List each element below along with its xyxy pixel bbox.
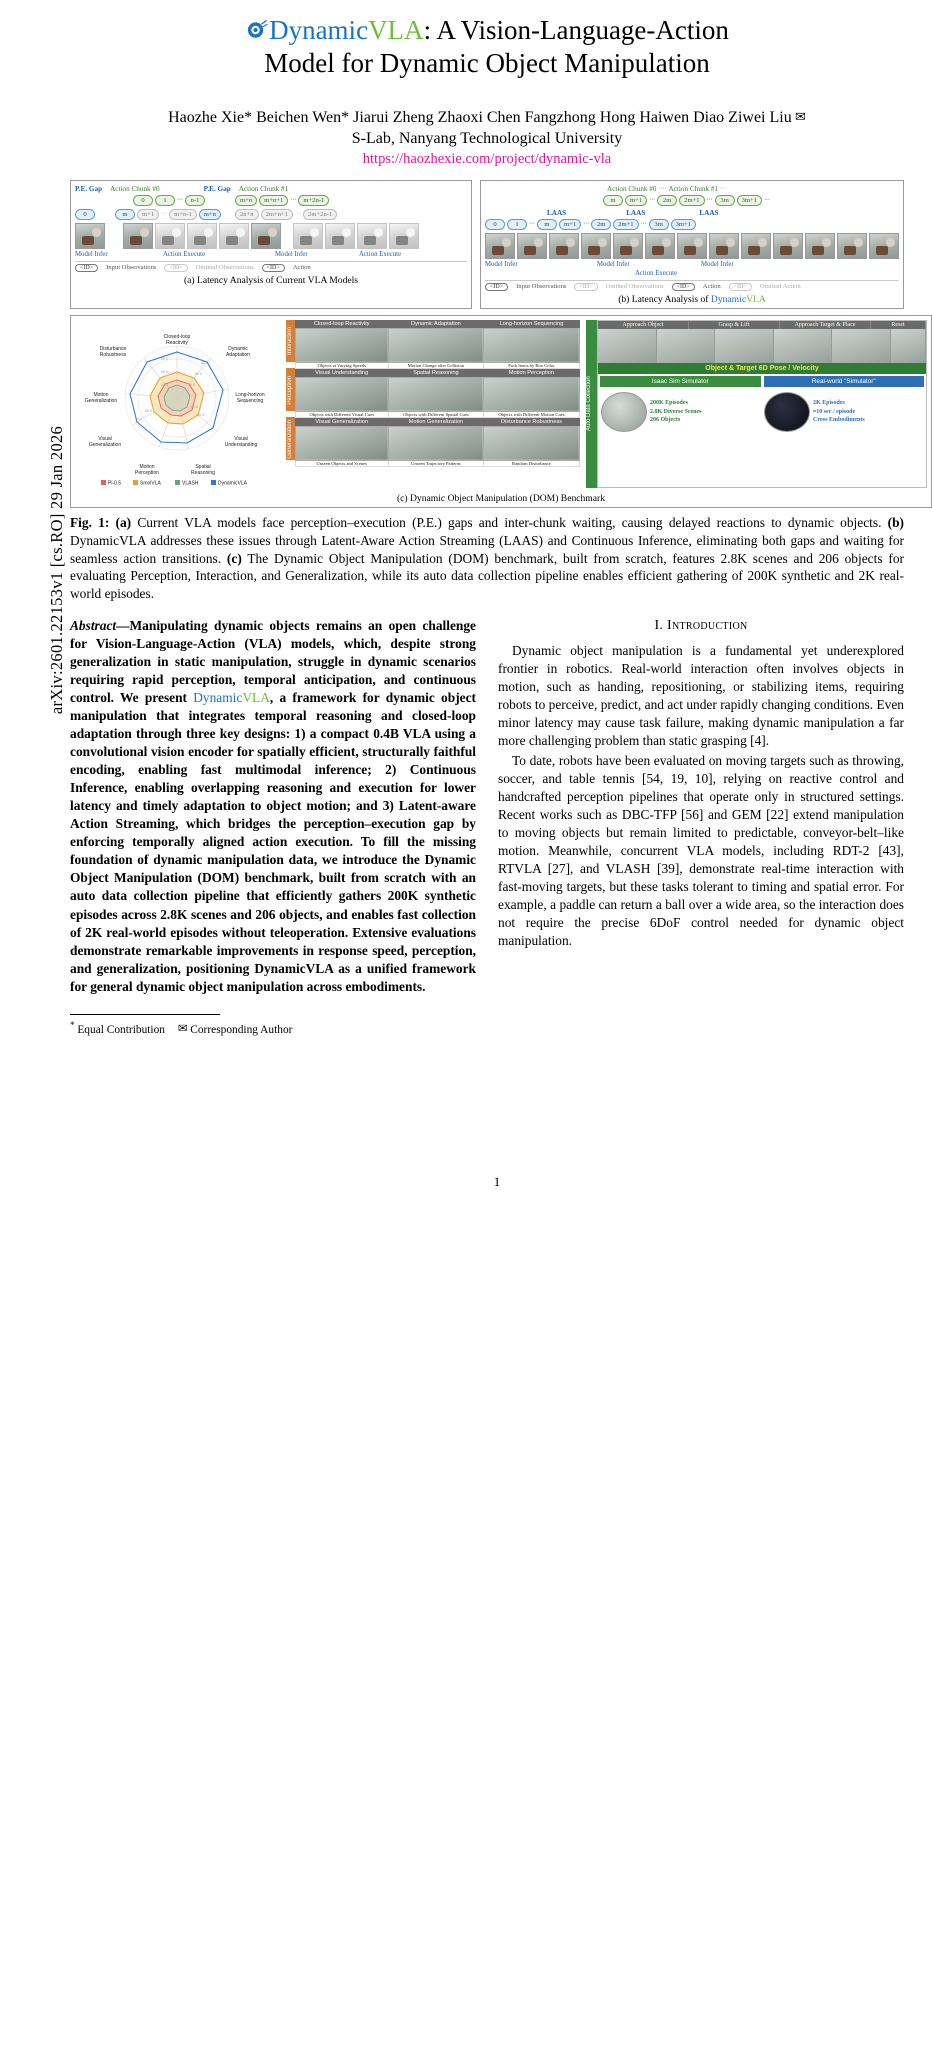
svg-text:Reasoning: Reasoning xyxy=(191,469,215,476)
pose-velocity-banner: Object & Target 6D Pose / Velocity xyxy=(598,363,926,374)
abstract-part1: Manipulating dynamic objects remains an open challenge for Vision-Language-Action (VLA) models, which, despite strong generalization in static manipulation, struggle in dynamic scenarios requiring rapid perception, temporal anticipation, and continuous control. We present xyxy=(70,618,476,706)
observation-thumb xyxy=(613,233,643,259)
panel-b-blue-node: 2m+1 xyxy=(613,219,638,230)
abstract-dash: — xyxy=(116,618,130,634)
realworld-preview-thumb xyxy=(764,392,810,432)
footnote xyxy=(70,1010,476,1038)
panel-b-blue-node: 0 xyxy=(485,219,505,230)
abstract-part2: , a framework for dynamic object manipulation that integrates temporal reasoning and closed-loop adaptation through three key designs: 1) a compact 0.4B VLA using a convolutional vision encoder for spatially efficient, structurally faithful encoding, enabling fast multimodal inference; 2) Continuous Inference, enabling overlapping reasoning and execution for lower latency and timely adaptation to object motion; and 3) Latent-aware Action Streaming, which bridges the perception–execution gap by enforcing temporally aligned action execution. To fill the missing foundation of dynamic manipulation data, we introduce the Dynamic Object Manipulation (DOM) benchmark, built from scratch with an auto data collection pipeline that efficiently gathers 200K synthetic episodes across 2.8K scenes and 206 objects, and enables fast collection of 2K real-world episodes without teleoperation. Extensive evaluations demonstrate remarkable improvements in response speed, perception, and generalization, positioning DynamicVLA as a unified framework for general dynamic object manipulation across embodiments. xyxy=(70,690,476,994)
pipeline-frame xyxy=(832,329,891,363)
panel-b-execute-row xyxy=(485,270,899,277)
cell-title: Motion Perception xyxy=(483,368,579,377)
footnote-corresponding-author: Corresponding Author xyxy=(187,1023,293,1036)
panel-a-green-node: 1 xyxy=(155,195,175,206)
svg-text:60.0: 60.0 xyxy=(191,404,198,409)
simulator-row xyxy=(598,374,926,389)
task-thumbnail xyxy=(295,377,388,411)
panel-b-caption-pre: (b) Latency Analysis of xyxy=(618,293,711,305)
panel-b-green-node: 2m xyxy=(657,195,677,206)
legend-tag: <ID> xyxy=(574,283,597,291)
stage-label: Grasp & Lift xyxy=(689,321,780,329)
stat-value: Cross Embodiments xyxy=(813,417,865,424)
stage-label: Approach Target & Place xyxy=(780,321,871,329)
pipeline-frame xyxy=(715,329,774,363)
cell-caption: Random Disturbance xyxy=(483,460,579,466)
project-url-link[interactable]: https://haozhexie.com/project/dynamic-vla xyxy=(362,150,612,167)
pipeline-frame xyxy=(891,329,927,363)
svg-text:40.0: 40.0 xyxy=(135,416,142,421)
svg-text:40.0: 40.0 xyxy=(197,412,204,417)
panel-a-green-node: m+2n-1 xyxy=(298,195,329,206)
svg-text:80.0: 80.0 xyxy=(201,360,208,365)
footnote-envelope-icon: ✉ xyxy=(177,1023,188,1036)
svg-text:Perception: Perception xyxy=(135,469,159,476)
panel-a-phase: Action Execute xyxy=(163,250,206,258)
figure-caption-b-text: DynamicVLA addresses these issues through Latent-Aware Action Streaming (LAAS) and Continuous Inference, eliminating both gaps and waiting for seamless action transitions. xyxy=(70,532,904,566)
panel-b-green-node: 2m+1 xyxy=(679,195,704,206)
footnote-star: * xyxy=(70,1019,75,1030)
paper-page xyxy=(62,0,932,1200)
panel-a-chunk1-label: Action Chunk #1 xyxy=(238,184,289,193)
figure-panel-b: Action Chunk #0 ···· Action Chunk #1 ··· m m+1 ··· 2m 2m+1 ··· 3m 3m+1 ··· LAAS LAAS LAAS 0 1 ··· m m+1 ··· 2m 2m+1 ··· 3m 3m+1 Model Infer Model Infer Model Infer Action Execute <ID> Input Observations <ID> Omitted Observations <ID> Action <ID> Omitted Action (b) Latency Analysis of DynamicVLA xyxy=(480,180,904,309)
legend-label: Omitted Observations xyxy=(195,264,254,272)
panel-a-phase: Model Infer xyxy=(75,250,108,258)
cell-title: Spatial Reasoning xyxy=(388,368,483,377)
page-number: 1 xyxy=(493,1174,501,1189)
panel-a-grey-node: 2m+2n-1 xyxy=(303,209,337,220)
task-thumbnail xyxy=(483,377,579,411)
realworld-sim-label: Real-world "Simulator" xyxy=(764,376,925,387)
cell-title: Long-horizon Sequencing xyxy=(483,320,579,329)
svg-text:Pi-0.5: Pi-0.5 xyxy=(108,480,122,487)
observation-thumb xyxy=(75,223,105,249)
panel-b-chunk1-label: Action Chunk #1 xyxy=(668,184,719,193)
panel-b-green-node: m xyxy=(603,195,623,206)
pipeline-stage-header xyxy=(598,321,926,329)
abstract xyxy=(70,617,476,996)
observation-thumb xyxy=(581,233,611,259)
observation-thumb xyxy=(805,233,835,259)
task-thumbnail xyxy=(388,328,483,362)
panel-b-chunk0-label: Action Chunk #0 xyxy=(607,184,657,193)
legend-label: Omitted Observations xyxy=(605,283,664,291)
panel-b-green-node: 3m xyxy=(715,195,735,206)
author-list xyxy=(70,106,904,130)
panel-b-observation-strip xyxy=(485,233,899,259)
cell-title: Dynamic Adaptation xyxy=(388,320,483,329)
pipeline-frame xyxy=(657,329,716,363)
figure-panel-a: P.E. Gap Action Chunk #0 P.E. Gap Action Chunk #1 0 1 ··· n-1 m+n m+n+1 ··· m+2n-1 0 m m+1 ··· m+n-1 m+n 2n+n 2m+n+1 ··· 2m+2n-1 Model Infer Action Execute Model Infer Action Execute <ID> Input Observations <ID> Omitted Observations <ID> Action (a) Latency Analysis of Current VLA Models xyxy=(70,180,472,309)
task-thumbnail xyxy=(483,328,579,362)
page-title xyxy=(70,14,904,80)
panel-b-blue-node: 3m xyxy=(649,219,669,230)
observation-thumb xyxy=(837,233,867,259)
footnote-rule xyxy=(70,1014,220,1015)
svg-text:60.0: 60.0 xyxy=(145,408,152,413)
observation-thumb xyxy=(517,233,547,259)
cell-title: Closed-loop Reactivity xyxy=(295,320,388,329)
stat-value: 206 Objects xyxy=(650,417,681,424)
panel-b-legend xyxy=(485,280,899,291)
panel-b-laas-label: LAAS xyxy=(547,208,567,217)
panel-a-phase: Action Execute xyxy=(359,250,402,258)
svg-text:Visual: Visual xyxy=(98,435,112,442)
group-label-interaction: Interaction xyxy=(286,320,295,363)
observation-thumb xyxy=(357,223,387,249)
panel-a-green-node: 0 xyxy=(133,195,153,206)
observation-thumb xyxy=(187,223,217,249)
panel-a-green-node: m+n xyxy=(235,195,257,206)
abstract-label: Abstract xyxy=(70,618,117,634)
abstract-brand-dynamic: Dynamic xyxy=(193,690,243,706)
column-right xyxy=(498,617,904,1038)
data-collection-panel xyxy=(597,320,927,488)
cell-caption: Objects at Varying Speeds xyxy=(295,362,388,368)
legend-tag: <ID> xyxy=(75,264,98,272)
svg-text:Visual: Visual xyxy=(234,435,248,442)
observation-thumb xyxy=(773,233,803,259)
panel-b-phase: Model Infer xyxy=(485,260,518,268)
legend-label: Omitted Action xyxy=(759,283,801,291)
group-label-perception: Perception xyxy=(286,368,295,411)
pipeline-frame xyxy=(598,329,657,363)
observation-thumb xyxy=(677,233,707,259)
panel-b-blue-node: 3m+1 xyxy=(671,219,696,230)
svg-text:Generalization: Generalization xyxy=(88,441,122,448)
observation-thumb xyxy=(485,233,515,259)
svg-text:Robustness: Robustness xyxy=(99,351,127,358)
panel-a-phase: Model Infer xyxy=(275,250,308,258)
task-thumbnail xyxy=(295,426,388,460)
figure-caption-a-label: (a) xyxy=(115,514,132,530)
title-brand-dynamic: Dynamic xyxy=(269,15,369,45)
panel-a-legend xyxy=(75,261,467,272)
panel-a-blue-node: m xyxy=(115,209,135,220)
section-heading-introduction: I. Introduction xyxy=(654,618,748,634)
svg-text:60.0: 60.0 xyxy=(161,369,168,374)
title-brand-vla: VLA xyxy=(368,15,424,45)
legend-tag: <ID> xyxy=(485,283,508,291)
intro-paragraph-1: Dynamic object manipulation is a fundamental yet underexplored frontier in robotics. Real-world interaction often involves objects in motion, such as handing, repositioning, or stabilizing items, requiring robots to perceive, predict, and act under rapidly changing conditions. Even minor latency may cause task failure, making dynamic manipulation a far more challenging problem than static grasping [4]. xyxy=(498,642,904,748)
cell-caption: Unseen Trajectory Patterns xyxy=(388,460,483,466)
task-thumbnail xyxy=(483,426,579,460)
svg-text:Generalization: Generalization xyxy=(84,397,118,404)
legend-label: Action xyxy=(292,264,311,272)
panel-b-blue-node: m+1 xyxy=(559,219,581,230)
observation-thumb xyxy=(293,223,323,249)
title-line2: Model for Dynamic Object Manipulation xyxy=(264,47,710,78)
panel-b-green-node: 3m+1 xyxy=(737,195,762,206)
legend-label: Input Observations xyxy=(516,283,567,291)
figure-caption-c-text: The Dynamic Object Manipulation (DOM) benchmark, built from scratch, features 2.8K scenes and 206 objects for evaluating Perception, Interaction, and Generalization, while its auto data collection pipeline enables efficient gathering of 200K synthetic and 2K real-world episodes. xyxy=(70,550,904,602)
stat-value: 2.8K Diverse Scenes xyxy=(650,408,702,415)
panel-a-blue-node: 0 xyxy=(75,209,95,220)
observation-thumb xyxy=(155,223,185,249)
abstract-brand-vla: VLA xyxy=(242,690,270,706)
panel-b-phase: Action Execute xyxy=(635,269,678,277)
panel-b-caption-brand-vla: VLA xyxy=(746,293,766,305)
observation-thumb xyxy=(645,233,675,259)
benchmark-task-matrix xyxy=(286,320,580,488)
svg-text:DynamicVLA: DynamicVLA xyxy=(218,480,247,487)
cell-title: Visual Generalization xyxy=(295,417,388,426)
affiliation: S-Lab, Nanyang Technological University xyxy=(351,129,623,147)
cell-caption: Objects with Different Visual Cues xyxy=(295,411,388,417)
figure-1 xyxy=(70,180,904,603)
author-names: Haozhe Xie* Beichen Wen* Jiarui Zheng Zhaoxi Chen Fangzhong Hong Haiwen Diao Ziwei Liu xyxy=(168,108,792,126)
stat-value: 200K Episodes xyxy=(650,399,688,406)
panel-a-caption: (a) Latency Analysis of Current VLA Models xyxy=(183,274,359,286)
observation-thumb xyxy=(251,223,281,249)
svg-text:Sequencing: Sequencing xyxy=(236,397,264,404)
panel-a-green-node: m+n+1 xyxy=(259,195,288,206)
legend-tag: <ID> xyxy=(672,283,695,291)
panel-c-caption: (c) Dynamic Object Manipulation (DOM) Benchmark xyxy=(396,492,606,504)
legend-tag: <ID> xyxy=(729,283,752,291)
cell-caption: Objects with Different Spatial Cues xyxy=(388,411,483,417)
pipeline-frames xyxy=(598,329,926,363)
intro-paragraph-2: To date, robots have been evaluated on moving targets such as throwing, soccer, and table tennis [54, 19, 10], relying on reactive control and handcrafted perception pipelines that operate only in structured settings. Recent works such as DBC-TFP [56] and GEM [22] extend manipulation to moving objects but remain limited to predictable, conveyor-belt–like motion. Meanwhile, concurrent VLA models, including RDT-2 [43], RTVLA [27], and VLASH [39], demonstrate real-time interaction with fast-moving targets, but these tasks tolerant to timing and spatial error. For example, a paddle can return a ball over a wide area, so the interaction does not require the precise 6DoF control needed for dynamic object manipulation. xyxy=(498,753,904,949)
panel-a-pe-gap-1: P.E. Gap xyxy=(75,184,103,193)
panel-a-green-node: n-1 xyxy=(185,195,205,206)
task-thumbnail xyxy=(388,426,483,460)
svg-text:Motion: Motion xyxy=(139,463,155,470)
svg-text:Disturbance: Disturbance xyxy=(99,345,127,352)
observation-thumb xyxy=(325,223,355,249)
panel-b-blue-node: 1 xyxy=(507,219,527,230)
svg-text:VLASH: VLASH xyxy=(182,480,199,487)
arxiv-stamp: arXiv:2601.22153v1 [cs.RO] 29 Jan 2026 xyxy=(47,425,66,715)
svg-text:Motion: Motion xyxy=(93,391,109,398)
panel-b-caption-brand-dynamic: Dynamic xyxy=(710,293,747,305)
panel-b-blue-node: m xyxy=(537,219,557,230)
observation-thumb xyxy=(123,223,153,249)
stat-value: 2K Episodes xyxy=(813,399,845,406)
panel-b-phase: Model Infer xyxy=(597,260,630,268)
svg-text:Closed-loop: Closed-loop xyxy=(163,333,191,340)
svg-text:60.0: 60.0 xyxy=(195,371,202,376)
svg-text:80.0: 80.0 xyxy=(161,356,168,361)
corresponding-envelope-icon: ✉ xyxy=(791,108,806,124)
svg-text:Dynamic: Dynamic xyxy=(228,345,248,352)
panel-b-blue-node: 2m xyxy=(591,219,611,230)
title-rest: : A Vision-Language-Action xyxy=(423,15,729,45)
cell-title: Motion Generalization xyxy=(388,417,483,426)
svg-text:SmolVLA: SmolVLA xyxy=(140,480,161,487)
panel-a-blue-node: m+n xyxy=(199,209,221,220)
cell-title: Disturbance Robustness xyxy=(483,417,579,426)
panel-b-phase: Model Infer xyxy=(701,260,734,268)
observation-thumb xyxy=(869,233,899,259)
stat-value: ≈10 sec / episode xyxy=(813,408,856,415)
footnote-equal-contribution: Equal Contribution xyxy=(74,1023,165,1036)
auto-data-collection-label: Auto Data Collection xyxy=(586,320,597,488)
panel-a-chunk0-label: Action Chunk #0 xyxy=(110,184,160,193)
observation-thumb xyxy=(741,233,771,259)
svg-text:Spatial: Spatial xyxy=(195,463,211,470)
svg-text:40.0: 40.0 xyxy=(188,382,195,387)
panel-a-grey-node: m+n-1 xyxy=(169,209,197,220)
radar-chart xyxy=(75,320,280,488)
cell-caption: Objects with Different Motion Cues xyxy=(483,411,579,417)
figure-caption-c-label: (c) xyxy=(226,550,242,566)
figure-caption-label: Fig. 1: xyxy=(70,514,110,530)
task-thumbnail xyxy=(388,377,483,411)
panel-a-phase-row xyxy=(75,251,467,258)
observation-thumb xyxy=(389,223,419,249)
stage-label: Approach Object xyxy=(598,321,689,329)
column-left xyxy=(70,617,476,1038)
legend-label: Input Observations xyxy=(106,264,157,272)
task-thumbnail xyxy=(295,328,388,362)
pipeline-frame xyxy=(774,329,833,363)
legend-label: Action xyxy=(702,283,721,291)
svg-text:Adaptation: Adaptation xyxy=(226,351,250,358)
cell-caption: Motion Change after Collision xyxy=(388,362,483,368)
isaac-sim-label: Isaac Sim Simulator xyxy=(600,376,761,387)
panel-b-green-node: m+1 xyxy=(625,195,647,206)
dynamicvla-logo-icon xyxy=(245,19,268,42)
panel-b-caption xyxy=(481,293,903,308)
observation-thumb xyxy=(709,233,739,259)
legend-tag: <ID> xyxy=(164,264,187,272)
figure-panel-c xyxy=(70,315,932,508)
figure-caption-b-label: (b) xyxy=(887,514,904,530)
panel-a-grey-node: 2n+n xyxy=(235,209,259,220)
sim-preview-thumb xyxy=(601,392,647,432)
dataset-stats xyxy=(598,389,926,435)
observation-thumb xyxy=(549,233,579,259)
cell-caption: Pack Items by Box Color xyxy=(483,362,579,368)
stage-label: Reset xyxy=(871,321,926,329)
svg-text:40.0: 40.0 xyxy=(161,382,168,387)
panel-a-observation-strip xyxy=(75,223,467,249)
panel-a-pe-gap-2: P.E. Gap xyxy=(203,184,231,193)
panel-a-grey-node: m+1 xyxy=(137,209,159,220)
svg-text:Understanding: Understanding xyxy=(224,441,258,448)
body-columns xyxy=(70,617,904,1038)
observation-thumb xyxy=(219,223,249,249)
legend-tag: <ID> xyxy=(262,264,285,272)
group-label-generalization: Generalization xyxy=(286,417,295,460)
panel-b-laas-label: LAAS xyxy=(699,208,719,217)
svg-text:Reactivity: Reactivity xyxy=(166,339,188,346)
figure-caption xyxy=(70,514,904,603)
svg-text:Long-horizon: Long-horizon xyxy=(235,391,265,398)
panel-b-phase-row xyxy=(485,261,899,268)
cell-title: Visual Understanding xyxy=(295,368,388,377)
figure-caption-a-text: Current VLA models face perception–execution (P.E.) gaps and inter-chunk waiting, causing delayed reactions to dynamic objects. xyxy=(131,514,888,530)
panel-b-laas-label: LAAS xyxy=(626,208,646,217)
cell-caption: Unseen Objects and Scenes xyxy=(295,460,388,466)
panel-a-grey-node: 2m+n+1 xyxy=(261,209,293,220)
